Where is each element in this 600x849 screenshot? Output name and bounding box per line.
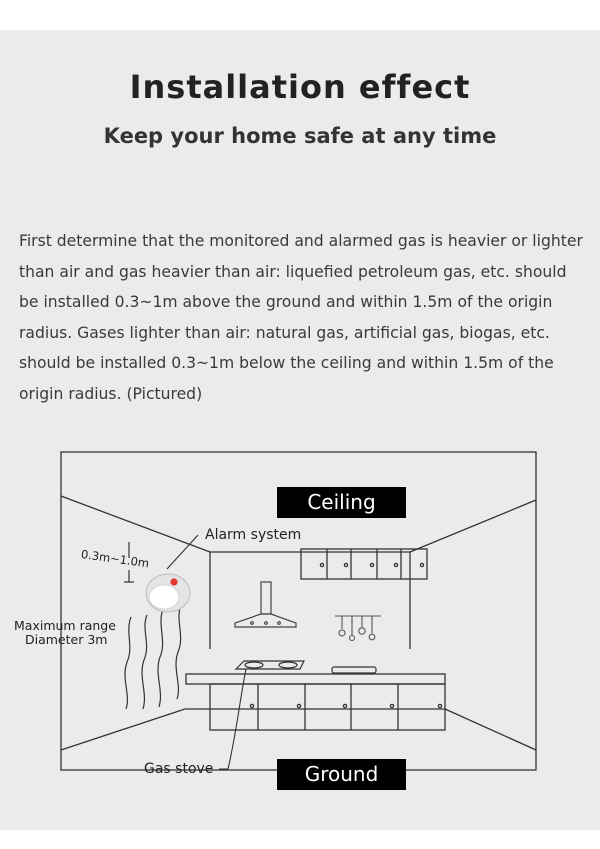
gas-stove-label: Gas stove [144,761,214,777]
ground-label: Ground [277,759,406,790]
ceiling-right-edge [410,500,536,552]
range-label-line1: Maximum range [14,618,116,633]
gas-stove-icon [236,661,304,669]
cabinet-icon [301,549,427,579]
sink-icon [332,667,376,673]
floor-left-edge [61,709,185,750]
kitchen-installation-diagram [0,447,600,807]
alarm-system-label: Alarm system [205,527,302,543]
ceiling-left-edge [61,496,210,552]
alarm-leader-line [167,535,198,569]
range-hood-icon [235,582,296,627]
page-title: Installation effect [129,68,471,106]
installation-description: First determine that the monitored and alarmed gas is heavier or lighter than air and gas heavier than air: liquefied petroleum gas, etc. should be installed 0.3~1m above the ground and within 1.5m of the origin radius. Gases lighter than air: natural gas, artificial gas, biogas, etc. should be installed 0.3~1m below the ceiling and within 1.5m of the origin radius. (Pictured) [19,232,583,403]
ceiling-label: Ceiling [277,487,406,518]
hanging-utensils-icon [335,616,381,641]
alarm-led [170,578,177,585]
lower-cabinets [186,674,445,730]
gas-diffusion-lines [125,605,181,709]
page-subtitle: Keep your home safe at any time [103,124,497,148]
distance-label: 0.3m~1.0m [80,547,150,571]
smoke-alarm-icon [146,574,190,612]
range-label-line2: Diameter 3m [25,632,108,647]
product-panel [0,30,600,830]
floor-right-edge [445,709,536,750]
